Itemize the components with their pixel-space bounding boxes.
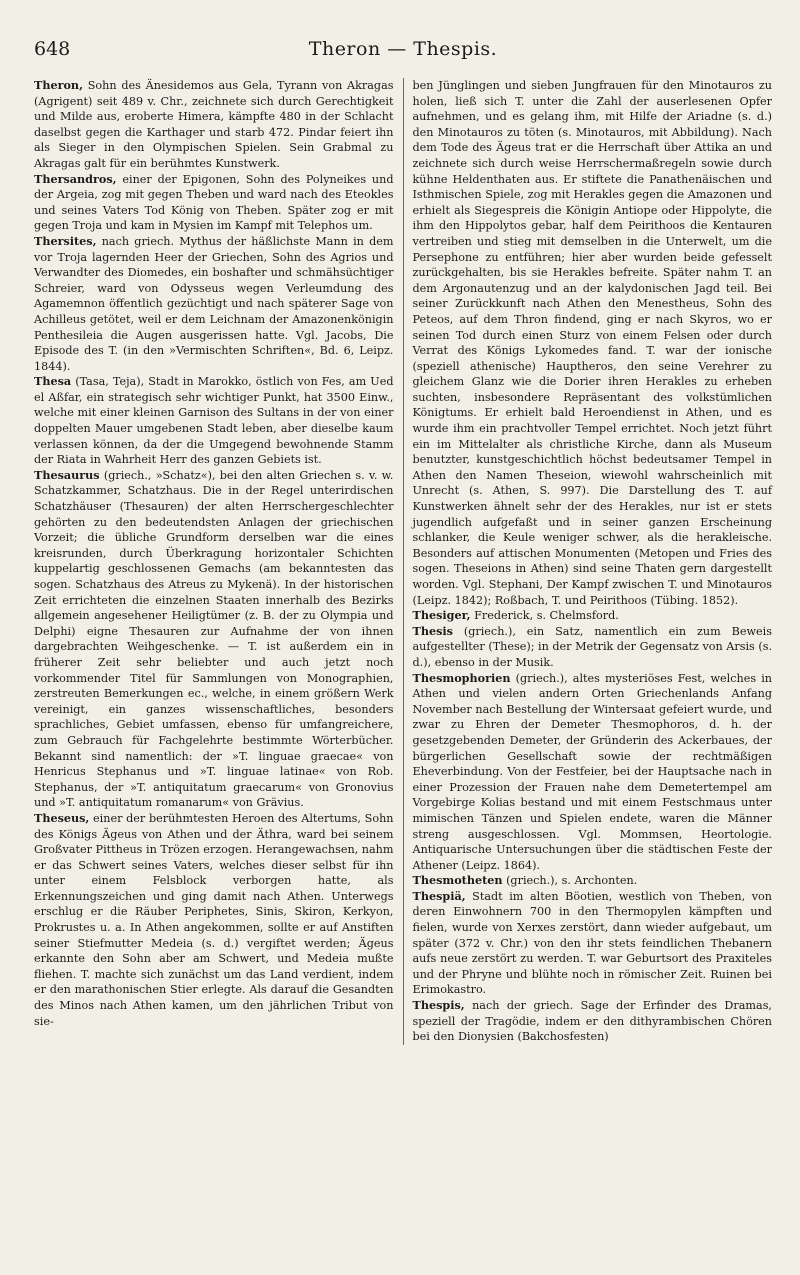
headword: Thespiä, [412, 888, 466, 903]
entry-text: (Tasa, Teja), Stadt in Marokko, östlich von Fes, am Ued el Aßfar, ein strategisch sehr wichtiger Punkt, hat 3500 Einw., welche mit einer kleinen Garnison des Sultans in der von einer doppelten Mauer umgebenen Stadt leben, aber dieselbe kaum verlassen können, da der die Umgegend bewohnende Stamm der Riata in Wahrheit Herr des ganzen Gebiets ist. [34, 375, 394, 467]
entry-text: Frederick, s. Chelmsford. [470, 609, 619, 623]
headword: Theseus, [34, 810, 90, 825]
entry-text: ben Jünglingen und sieben Jungfrauen für den Minotauros zu holen, ließ sich T. unter die Zahl der auserlesenen Opfer aufnehmen, und es gelang ihm, mit Hilfe der Ariadne (s. d.) den Minotauros zu töten (s. Minotauros, mit Abbildung). Nach dem Tode des Ägeus trat er die Herrschaft über Attika an und zeichnete sich durch weise Herrschermaßregeln sowie durch kühne Heldenthaten aus. Er stiftete die Panathenäischen und Isthmischen Spiele, zog mit Herakles gegen die Amazonen und erhielt als Siegespreis die Königin Antiope oder Hippolyte, die ihm den Hippolytos gebar, half dem Peirithoos die Kentauren vertreiben und stieg mit demselben in die Unterwelt, um die Persephone zu entführen; hier aber wurden beide gefesselt zurückgehalten, bis sie Herakles befreite. Später nahm T. an dem Argonautenzug und an der kalydonischen Jagd teil. Bei seiner Zurückkunft nach Athen den Menestheus, Sohn des Peteos, auf dem Thron findend, ging er nach Skyros, wo er seinen Tod durch einen Sturz von einem Felsen oder durch Verrat des Königs Lykomedes fand. T. war der ionische (speziell athenische) Hauptheros, den seine Verehrer zu gleichem Glanz wie die Dorier ihren Herakles zu erheben suchten, insbesondere Repräsentant des volkstümlichen Königtums. Er erhielt bald Heroendienst in Athen, und es wurde ihm ein prachtvoller Tempel errichtet. Noch jetzt führt ein im Mittelalter als christliche Kirche, dann als Museum benutzter, kunstgeschichtlich höchst bedeutsamer Tempel in Athen den Namen Theseion, wiewohl wahrscheinlich mit Unrecht (s. Athen, S. 997). Die Darstellung des T. auf Kunstwerken ähnelt sehr der des Herakles, nur ist er stets jugendlich aufgefaßt und in seiner ganzen Erscheinung schlanker, die Keule weniger schwer, als die herakleische. Besonders auf attischen Monumenten (Metopen und Fries des sogen. Theseions in Athen) sind seine Thaten gern dargestellt worden. Vgl. Stephani, Der Kampf zwischen T. und Minotauros (Leipz. 1842); Roßbach, T. und Peirithoos (Tübing. 1852). [412, 79, 772, 607]
entry-text: einer der berühmtesten Heroen des Altertums, Sohn des Königs Ägeus von Athen und der Äthra, ward bei seinem Großvater Pittheus in Trözen erzogen. Herangewachsen, nahm er das Schwert seines Vaters, welches dieser selbst für ihn unter einem Felsblock verborgen hatte, als Erkennungszeichen und ging damit nach Athen. Unterwegs erschlug er die Räuber Periphetes, Sinis, Skiron, Kerkyon, Prokrustes u. a. In Athen angekommen, sollte er auf Anstiften seiner Stiefmutter Medeia (s. d.) vergiftet werden; Ägeus erkannte den Sohn aber am Schwert, und Medeia mußte fliehen. T. machte sich zunächst um das Land verdient, indem er den marathonischen Stier erlegte. Als darauf die Gesandten des Minos nach Athen kamen, um den jährlichen Tribut von sie- [34, 811, 394, 1028]
entry-theseus-continued [413, 78, 773, 608]
headword: Thesaurus [34, 467, 100, 482]
headword: Thesiger, [412, 608, 471, 623]
right-column [404, 78, 773, 1045]
entry-thesmotheten [413, 873, 773, 889]
headword: Thespis, [412, 998, 465, 1013]
left-column [34, 78, 404, 1045]
entry-thespis [413, 998, 773, 1045]
entry-text: (griech.), ein Satz, namentlich ein zum Beweis aufgestellter (These); in der Metrik der Gegensatz von Arsis (s. d.), ebenso in der Musik. [412, 624, 773, 669]
headword: Thesa [34, 374, 72, 389]
entry-thespiae [413, 889, 773, 998]
entry-thesa [34, 374, 394, 468]
headword: Thesis [412, 623, 453, 638]
running-title: Theron — Thespis. [308, 38, 498, 60]
page-header [34, 38, 772, 72]
entry-text: einer der Epigonen, Sohn des Polyneikes und der Argeia, zog mit gegen Theben und ward nach des Eteokles und seines Vaters Tod König von Theben. Später zog er mit gegen Troja und kam in Mysien im Kampf mit Telephos um. [34, 172, 394, 233]
entry-text: nach griech. Mythus der häßlichste Mann in dem vor Troja lagernden Heer der Griechen, Sohn des Agrios und Verwandter des Diomedes, ein boshafter und schmähsüchtiger Schreier, ward von Odysseus wegen Verleumdung des Agamemnon öffentlich gezüchtigt und nach späterer Sage von Achilleus getötet, weil er dem Leichnam der Amazonenkönigin Penthesileia die Augen ausgerissen hatte. Vgl. Jacobs, Die Episode des T. (in den »Vermischten Schriften«, Bd. 6, Leipz. 1844). [34, 234, 394, 373]
entry-text: Sohn des Änesidemos aus Gela, Tyrann von Akragas (Agrigent) seit 489 v. Chr., zeichnete sich durch Gerechtigkeit und Milde aus, eroberte Himera, kämpfte 480 in der Schlacht daselbst gegen die Karthager und starb 472. Pindar feiert ihn als Sieger in den Olympischen Spielen. Sein Grabmal zu Akragas galt für ein berühmtes Kunstwerk. [34, 79, 394, 170]
headword: Theron, [34, 78, 83, 92]
entry-thersites [34, 234, 394, 374]
entry-text: nach der griech. Sage der Erfinder des Dramas, speziell der Tragödie, indem er den dithyrambischen Chören bei den Dionysien (Bakchosfesten) [412, 999, 772, 1044]
headword: Thesmophorien [412, 670, 511, 685]
entry-thersandros [34, 172, 394, 234]
entry-thesmophorien [413, 671, 773, 874]
text-columns [34, 78, 772, 1045]
entry-text: (griech.), altes mysteriöses Fest, welches in Athen und vielen andern Orten Griechenlands Anfang November nach Bestellung der Wintersaat gefeiert wurde, und zwar zu Ehren der Demeter Thesmophoros, d. h. der gesetzgebenden Demeter, der Gründerin des Ackerbaues, der bürgerlichen Gesellschaft sowie der rechtmäßigen Eheverbindung. Von der Festfeier, bei der Hauptsache nach in einer Prozession der Frauen nahe dem Demetertempel am Vorgebirge Kolias bestand und mit einem Festschmaus unter mimischen Tänzen und Spielen endete, waren die Männer streng ausgeschlossen. Vgl. Mommsen, Heortologie. Antiquarische Untersuchungen über die städtischen Feste der Athener (Leipz. 1864). [412, 671, 772, 872]
page-number: 648 [34, 38, 71, 60]
entry-text: (griech., »Schatz«), bei den alten Griechen s. v. w. Schatzkammer, Schatzhaus. Die in der Regel unterirdischen Schatzhäuser (Thesauren) der alten Herrschergeschlechter gehörten zu den bedeutendsten Anlagen der griechischen Vorzeit; die übliche Grundform derselben war die eines kreisrunden, durch Überkragung horizontaler Schichten kuppelartig geschlossenen Gemachs (am bekanntesten das sogen. Schatzhaus des Atreus zu Mykenä). In der historischen Zeit errichteten die einzelnen Staaten innerhalb des Bezirks allgemein angesehener Heiligtümer (z. B. der zu Olympia und Delphi) eigne Thesauren zur Aufnahme der von ihnen dargebrachten Weihgeschenke. — T. ist außerdem ein in früherer Zeit sehr beliebter und auch jetzt noch vorkommender Titel für Sammlungen von Monographien, zerstreuten Bemerkungen ec., welche, in einem größern Werk vereinigt, ein ganzes wissenschaftliches, besonders sprachliches, Gebiet umfassen, ebenso für umfangreichere, zum Gebrauch für Fachgelehrte bestimmte Wörterbücher. Bekannt sind namentlich: der »T. linguae graecae« von Henricus Stephanus und »T. linguae latinae« von Rob. Stephanus, der »T. antiquitatum graecarum« von Gronovius und »T. antiquitatum romanarum« von Grävius. [34, 468, 394, 810]
entry-theron [34, 78, 394, 172]
entry-thesis [413, 624, 773, 671]
entry-theseus [34, 811, 394, 1029]
entry-text: Stadt im alten Böotien, westlich von Theben, von deren Einwohnern 700 in den Thermopylen kämpften und fielen, wurde von Xerxes zerstört, dann wieder aufgebaut, um später (372 v. Chr.) von den ihr stets feindlichen Thebanern aufs neue zerstört zu werden. T. war Geburtsort des Praxiteles und der Phryne und blühte noch in römischer Zeit. Ruinen bei Erimokastro. [412, 889, 772, 997]
entry-thesiger [413, 608, 773, 624]
entry-text: (griech.), s. Archonten. [502, 874, 638, 888]
headword: Thersites, [34, 233, 97, 248]
entry-thesaurus [34, 468, 394, 811]
headword: Thesmotheten [412, 873, 503, 888]
headword: Thersandros, [34, 171, 117, 186]
